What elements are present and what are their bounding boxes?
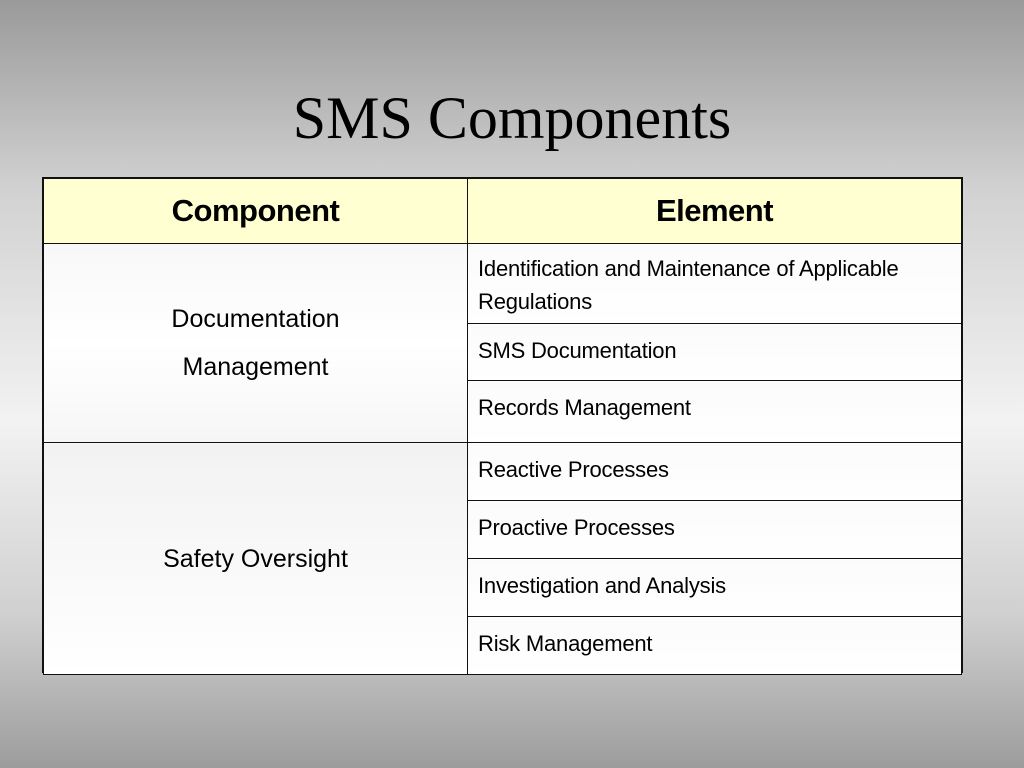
component-label-line: Documentation (171, 305, 340, 333)
component-label-line: Safety Oversight (163, 544, 348, 573)
element-cell: Identification and Maintenance of Applicable Regulations (468, 244, 962, 324)
component-cell-safety-oversight (44, 443, 468, 675)
component-cell-documentation-management (44, 244, 468, 443)
table-row (44, 443, 962, 501)
sms-components-table (42, 177, 963, 673)
table-header-row (44, 179, 962, 244)
element-cell: Risk Management (468, 617, 962, 675)
component-column-header: Component (44, 179, 468, 244)
element-cell: SMS Documentation (468, 324, 962, 381)
components-table-grid (43, 178, 962, 675)
element-cell: Proactive Processes (468, 501, 962, 559)
element-column-header: Element (468, 179, 962, 244)
element-cell: Reactive Processes (468, 443, 962, 501)
component-label-line: Management (182, 353, 329, 381)
element-cell: Records Management (468, 381, 962, 443)
element-cell: Investigation and Analysis (468, 559, 962, 617)
slide-title: SMS Components (292, 85, 732, 151)
table-row (44, 244, 962, 324)
